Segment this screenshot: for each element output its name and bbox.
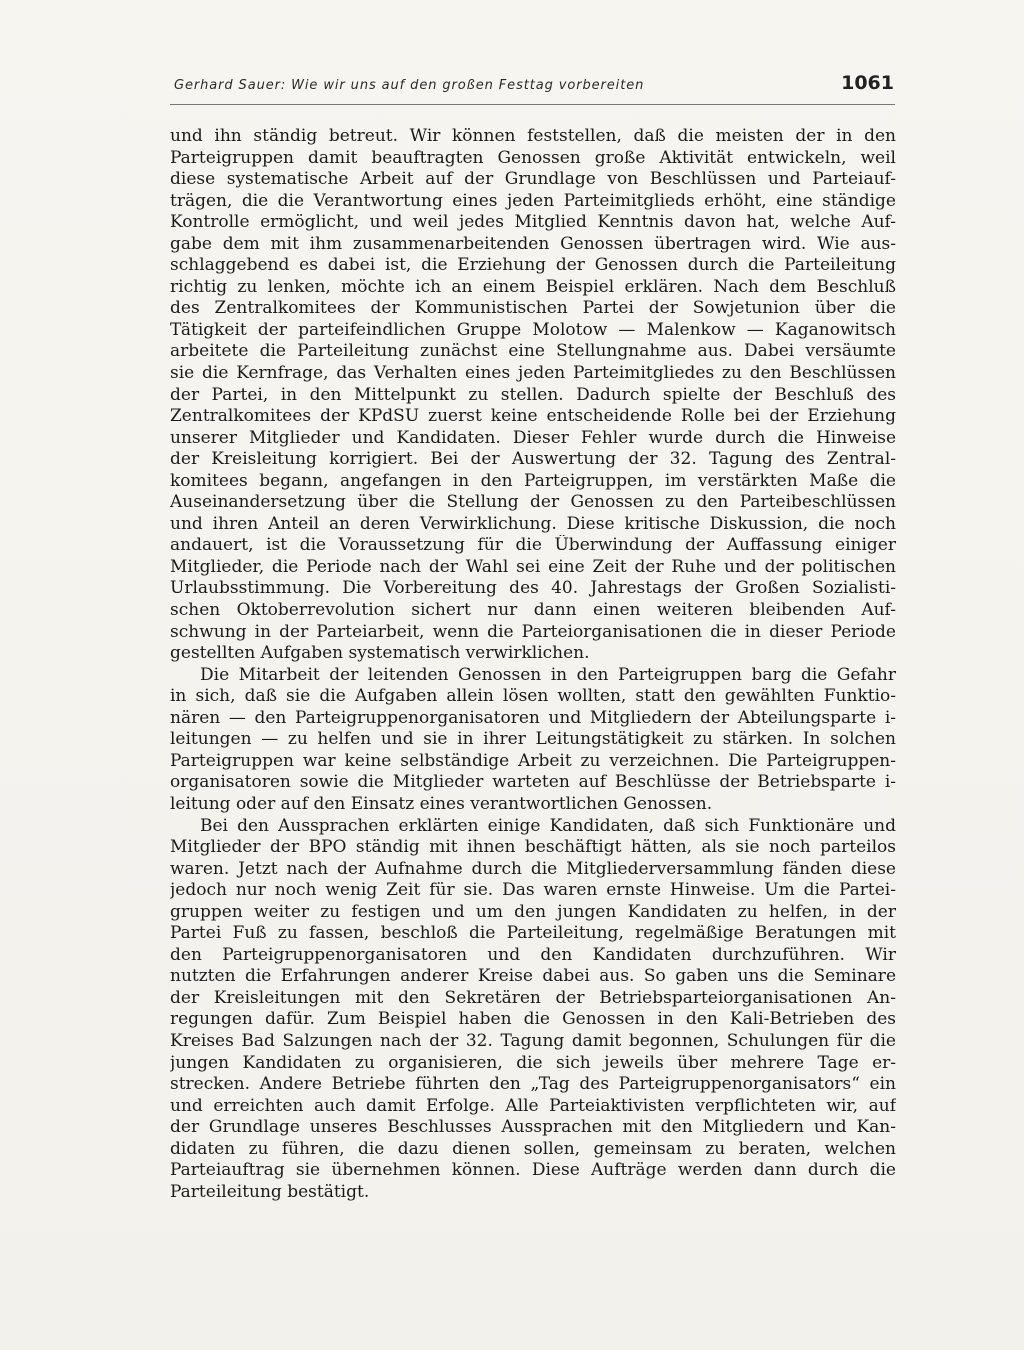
text-line: der Partei, in den Mittelpunkt zu stellen. Dadurch spielte der Beschluß des [170,384,896,405]
text-line: komitees begann, angefangen in den Parteigruppen, im verstärkten Maße die [170,470,896,491]
header-rule [170,104,895,105]
text-line: jungen Kandidaten zu organisieren, die sich jeweils über mehrere Tage er- [170,1052,896,1073]
text-line: Mitglieder, die Periode nach der Wahl sei eine Zeit der Ruhe und der politischen [170,556,896,577]
text-line: Parteigruppen damit beauftragten Genossen große Aktivität entwickeln, weil [170,147,896,168]
text-line: arbeitete die Parteileitung zunächst eine Stellungnahme aus. Dabei versäumte [170,341,896,362]
text-line: der Grundlage unseres Beschlusses Aussprachen mit den Mitgliedern und Kan- [170,1117,896,1138]
text-line: regungen dafür. Zum Beispiel haben die Genossen in den Kali-Betrieben des [170,1009,896,1030]
text-line: diese systematische Arbeit auf der Grundlage von Beschlüssen und Parteiauf- [170,169,896,190]
running-title: Gerhard Sauer: Wie wir uns auf den großen Festtag vorbereiten [174,78,645,93]
text-line: gruppen weiter zu festigen und um den jungen Kandidaten zu helfen, in der [170,901,896,922]
text-line: strecken. Andere Betriebe führten den „Tag des Parteigruppenorganisators“ ein [170,1074,896,1095]
text-line: und ihn ständig betreut. Wir können feststellen, daß die meisten der in den [170,126,896,146]
text-line: der Kreisleitung korrigiert. Bei der Auswertung der 32. Tagung des Zentral- [170,449,896,470]
text-line: des Zentralkomitees der Kommunistischen Partei der Sowjetunion über die [170,298,896,319]
text-line: und ihren Anteil an deren Verwirklichung. Diese kritische Diskussion, die noch [170,513,896,534]
page-number: 1061 [841,72,894,94]
text-line: andauert, ist die Voraussetzung für die Überwindung der Auffassung einiger [170,535,896,556]
text-line: Partei Fuß zu fassen, beschloß die Parteileitung, regelmäßige Beratungen mit [170,923,896,944]
text-line: schen Oktoberrevolution sichert nur dann einen weiteren bleibenden Auf- [170,600,896,621]
text-line: Parteigruppen war keine selbständige Arbeit zu verzeichnen. Die Parteigruppen- [170,750,896,771]
text-line: leitung oder auf den Einsatz eines verantwortlichen Genossen. [170,793,713,814]
text-line: didaten zu führen, die dazu dienen sollen, gemeinsam zu beraten, welchen [170,1138,896,1159]
text-line: nutzten die Erfahrungen anderer Kreise dabei aus. So gaben uns die Seminare [170,966,896,987]
text-line: und erreichten auch damit Erfolge. Alle Parteiaktivisten verpflichteten wir, auf [170,1095,896,1116]
text-line: den Parteigruppenorganisatoren und den Kandidaten durchzuführen. Wir [170,944,896,965]
text-line: Zentralkomitees der KPdSU zuerst keine entscheidende Rolle bei der Erziehung [170,406,896,427]
text-line: Auseinandersetzung über die Stellung der Genossen zu den Parteibeschlüssen [170,492,896,513]
text-line: organisatoren sowie die Mitglieder warteten auf Beschlüsse der Betriebsparte i- [170,772,896,793]
text-line: schlaggebend es dabei ist, die Erziehung der Genossen durch die Parteileitung [170,255,896,276]
text-line: Kreises Bad Salzungen nach der 32. Tagung damit begonnen, Schulungen für die [170,1030,896,1051]
running-header [174,74,896,100]
text-line: unserer Mitglieder und Kandidaten. Dieser Fehler wurde durch die Hinweise [170,427,896,448]
text-line: richtig zu lenken, möchte ich an einem Beispiel erklären. Nach dem Beschluß [170,276,896,297]
text-line: trägen, die die Verantwortung eines jeden Parteimitglieds erhöht, eine ständige [170,190,896,211]
text-line: Kontrolle ermöglicht, und weil jedes Mitglied Kenntnis davon hat, welche Auf- [170,212,896,233]
text-line: in sich, daß sie die Aufgaben allein lösen wollten, statt den gewählten Funktio- [170,686,896,707]
text-line: Parteiauftrag sie übernehmen können. Diese Aufträge werden dann durch die [170,1160,896,1181]
body-text [170,126,896,1203]
text-line: waren. Jetzt nach der Aufnahme durch die Mitgliederversammlung fänden diese [170,858,896,879]
text-line: der Kreisleitungen mit den Sekretären der Betriebsparteiorganisationen An- [170,987,896,1008]
text-line: Mitglieder der BPO ständig mit ihnen beschäftigt hätten, als sie noch parteilos [170,837,896,858]
text-line: leitungen — zu helfen und sie in ihrer Leitungstätigkeit zu stärken. In solchen [170,729,896,750]
text-line: Parteileitung bestätigt. [170,1181,370,1202]
text-line: gabe dem mit ihm zusammenarbeitenden Genossen übertragen wird. Wie aus- [170,233,896,254]
text-line: Die Mitarbeit der leitenden Genossen in den Parteigruppen barg die Gefahr [200,664,896,685]
text-line: Urlaubsstimmung. Die Vorbereitung des 40. Jahrestags der Großen Sozialisti- [170,578,896,599]
text-line: gestellten Aufgaben systematisch verwirklichen. [170,643,590,664]
text-line: sie die Kernfrage, das Verhalten eines jeden Parteimitgliedes zu den Beschlüssen [170,363,896,384]
text-line: Tätigkeit der parteifeindlichen Gruppe Molotow — Malenkow — Kaganowitsch [170,319,896,340]
text-line: nären — den Parteigruppenorganisatoren und Mitgliedern der Abteilungsparte i- [170,707,896,728]
text-line: jedoch nur noch wenig Zeit für sie. Das waren ernste Hinweise. Um die Partei- [170,880,896,901]
text-line: schwung in der Parteiarbeit, wenn die Parteiorganisationen die in dieser Periode [170,621,896,642]
text-line: Bei den Aussprachen erklärten einige Kandidaten, daß sich Funktionäre und [200,815,896,836]
